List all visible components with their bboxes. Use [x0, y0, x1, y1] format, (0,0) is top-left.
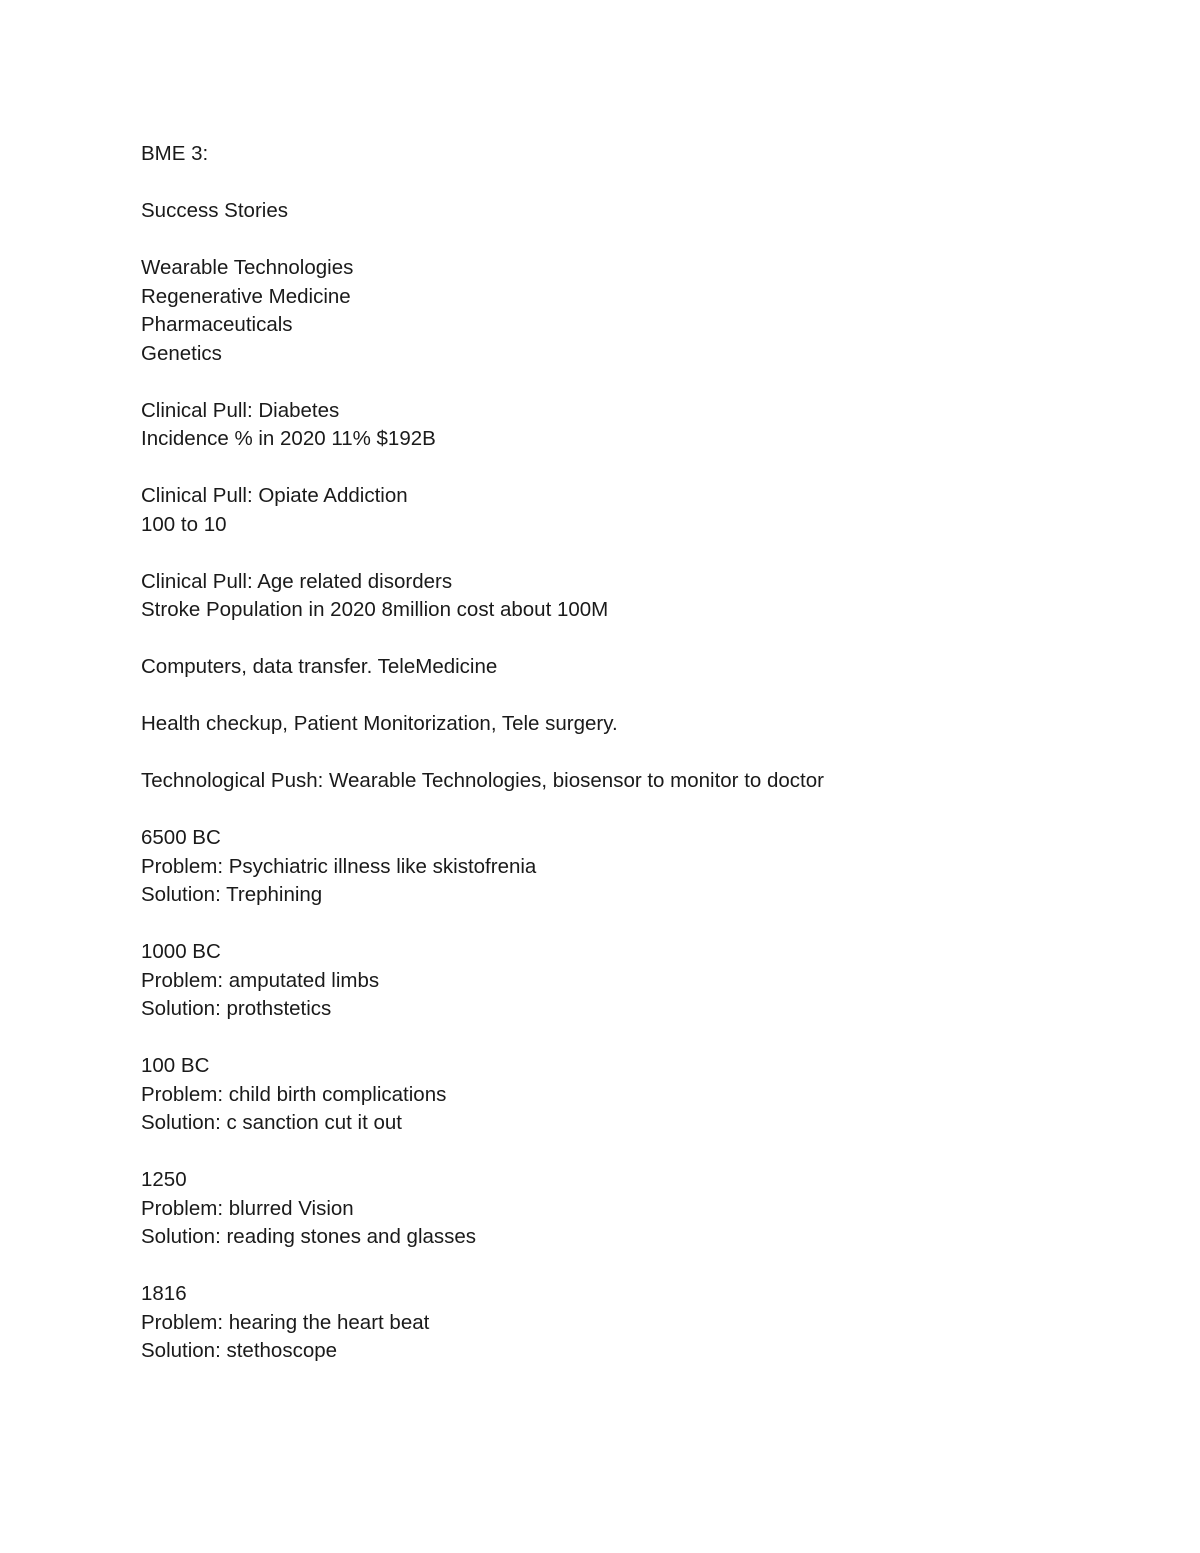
timeline-year: 6500 BC	[141, 826, 221, 849]
timeline-solution: Solution: stethoscope	[141, 1339, 338, 1362]
blank-line	[141, 910, 1101, 939]
blank-line	[141, 739, 1101, 768]
clinical-pull-diabetes-detail: Incidence % in 2020 11% $192B	[141, 427, 436, 450]
topic-item: Wearable Technologies	[141, 256, 354, 279]
clinical-pull-age-detail: Stroke Population in 2020 8million cost about 100M	[141, 598, 609, 621]
blank-line	[141, 1138, 1101, 1167]
blank-line	[141, 226, 1101, 255]
clinical-pull-diabetes-heading: Clinical Pull: Diabetes	[141, 398, 340, 422]
telemedicine-line: Computers, data transfer. TeleMedicine	[141, 655, 498, 678]
document-body	[141, 140, 1101, 1366]
topic-item: Regenerative Medicine	[141, 284, 351, 308]
timeline-year: 1000 BC	[141, 940, 221, 963]
blank-line	[141, 539, 1101, 568]
topic-item: Pharmaceuticals	[141, 313, 293, 336]
section-heading: Success Stories	[141, 199, 288, 222]
clinical-pull-age-heading: Clinical Pull: Age related disorders	[141, 569, 453, 593]
timeline-year: 1816	[141, 1282, 187, 1305]
document-title: BME 3:	[141, 142, 209, 165]
blank-line	[141, 796, 1101, 825]
timeline-solution: Solution: reading stones and glasses	[141, 1225, 477, 1248]
blank-line	[141, 368, 1101, 397]
timeline-solution: Solution: Trephining	[141, 883, 323, 906]
timeline-solution: Solution: c sanction cut it out	[141, 1111, 402, 1134]
timeline-problem: Problem: Psychiatric illness like skistofrenia	[141, 854, 537, 878]
blank-line	[141, 625, 1101, 654]
timeline-problem: Problem: child birth complications	[141, 1082, 447, 1106]
health-line: Health checkup, Patient Monitorization, Tele surgery.	[141, 712, 618, 735]
blank-line	[141, 169, 1101, 198]
timeline-solution: Solution: prothstetics	[141, 997, 332, 1020]
topic-item: Genetics	[141, 341, 222, 365]
timeline-year: 1250	[141, 1168, 187, 1191]
blank-line	[141, 682, 1101, 711]
timeline-problem: Problem: blurred Vision	[141, 1196, 354, 1220]
clinical-pull-opiate-detail: 100 to 10	[141, 512, 227, 536]
blank-line	[141, 454, 1101, 483]
timeline-year: 100 BC	[141, 1054, 210, 1077]
blank-line	[141, 1024, 1101, 1053]
timeline-problem: Problem: hearing the heart beat	[141, 1310, 430, 1334]
timeline-problem: Problem: amputated limbs	[141, 968, 380, 992]
tech-push-line: Technological Push: Wearable Technologies, biosensor to monitor to doctor	[141, 769, 824, 792]
clinical-pull-opiate-heading: Clinical Pull: Opiate Addiction	[141, 484, 408, 507]
blank-line	[141, 1252, 1101, 1281]
